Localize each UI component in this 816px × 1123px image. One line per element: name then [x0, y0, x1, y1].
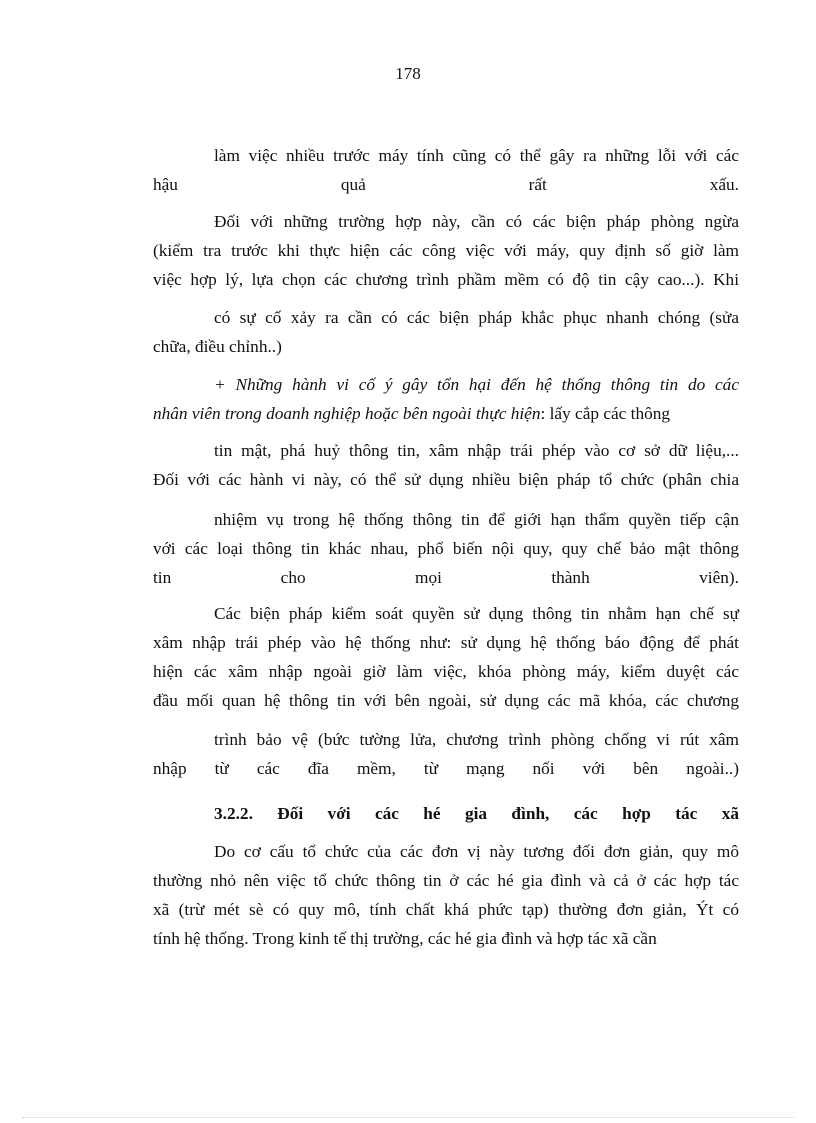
text-line: [153, 403, 670, 425]
text-line: [153, 567, 739, 589]
italic-phrase: nhân viên trong doanh nghiệp hoặc bên ngoài thực hiện: [153, 404, 541, 423]
word: xấu.: [709, 175, 739, 194]
text-line: với các loại thông tin khác nhau, phổ biến nội quy, quy chế bảo mật thông: [153, 539, 739, 558]
word: rất: [528, 175, 547, 194]
page-bottom-rule: [22, 1117, 794, 1118]
text-line: xâm nhập trái phép vào hệ thống như: sử dụng hệ thống báo động để phát: [153, 633, 739, 652]
text-line: trình bảo vệ (bức tường lửa, chương trình phòng chống vi rút xâm: [214, 730, 739, 749]
text-line: [153, 174, 739, 196]
word: tin: [153, 568, 172, 587]
word: hậu: [153, 175, 178, 194]
text-line: tính hệ thống. Trong kinh tế thị trường, các hé gia đình và hợp tác xã cần: [153, 929, 657, 948]
word: quả: [340, 175, 366, 194]
text-line: chữa, điều chỉnh..): [153, 337, 282, 356]
text-line: hiện các xâm nhập ngoài giờ làm việc, khóa phòng máy, kiểm duyệt các: [153, 662, 739, 681]
text-line: đầu mối quan hệ thông tin với bên ngoài, sử dụng các mã khóa, các chương: [153, 691, 739, 710]
text-line: việc hợp lý, lựa chọn các chương trình phầm mềm có độ tin cậy cao...). Khi: [153, 270, 739, 289]
text-line: có sự cố xảy ra cần có các biện pháp khắc phục nhanh chóng (sửa: [214, 308, 739, 327]
text-line: nhập từ các đĩa mềm, từ mạng nối với bên ngoài..): [153, 759, 739, 778]
text-line: thường nhỏ nên việc tổ chức thông tin ở các hé gia đình và cả ở các hợp tác: [153, 871, 739, 890]
text-line: (kiểm tra trước khi thực hiện các công việc với máy, quy định số giờ làm: [153, 241, 739, 260]
text-line: Đối với các hành vi này, có thể sử dụng nhiều biện pháp tổ chức (phân chia: [153, 470, 739, 489]
text-line: tin mật, phá huỷ thông tin, xâm nhập trái phép vào cơ sở dữ liệu,...: [214, 441, 739, 460]
section-heading: 3.2.2. Đối với các hé gia đình, các hợp tác xã: [214, 804, 739, 823]
text-line: Do cơ cấu tổ chức của các đơn vị này tương đối đơn giản, quy mô: [214, 842, 739, 861]
line-rest: : lấy cắp các thông: [540, 404, 671, 423]
text-line: Đối với những trường hợp này, cần có các biện pháp phòng ngừa: [214, 212, 739, 231]
text-line: làm việc nhiều trước máy tính cũng có thể gây ra những lỗi với các: [214, 146, 739, 165]
text-line: Các biện pháp kiểm soát quyền sử dụng thông tin nhằm hạn chế sự: [214, 604, 739, 623]
word: viên).: [699, 568, 739, 587]
text-line: nhiệm vụ trong hệ thống thông tin để giới hạn thẩm quyền tiếp cận: [214, 510, 739, 529]
word: mọi: [415, 568, 442, 587]
text-line: + Những hành vi cố ý gây tổn hại đến hệ thống thông tin do các: [214, 375, 739, 394]
word: thành: [551, 568, 590, 587]
word: cho: [280, 568, 306, 587]
page-number: 178: [395, 64, 421, 83]
text-line: xã (trừ mét sè có quy mô, tính chất khá phức tạp) thường đơn giản, Ýt có: [153, 900, 739, 919]
